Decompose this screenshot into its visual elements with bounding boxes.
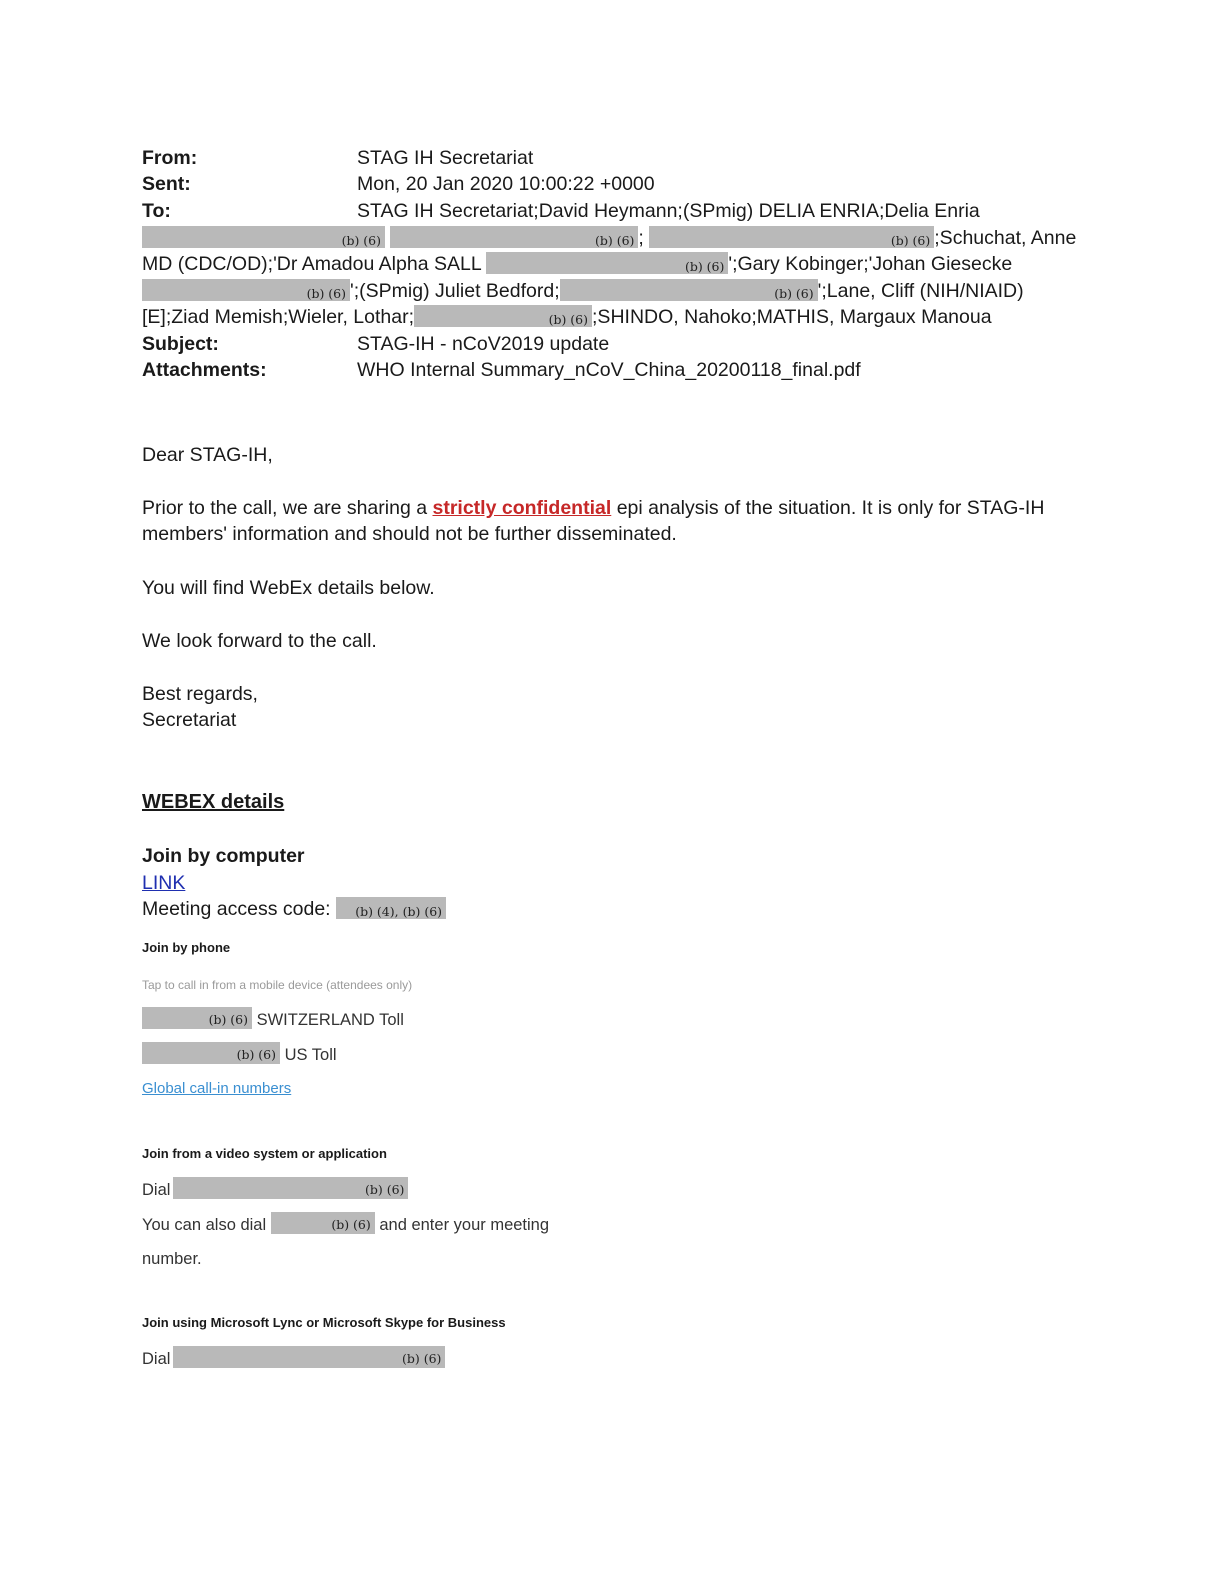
redaction-box [173,1177,408,1199]
redaction-code: (b) (6) [236,1047,276,1062]
to-line-2 [142,225,1076,251]
paragraph-1-before: Prior to the call, we are sharing a [142,497,433,519]
to-line-4 [142,278,1024,304]
redaction-code: (b) (6) [890,233,931,248]
dial-label: Dial [142,1181,171,1199]
redaction-code: (b) (4), (b) (6) [355,904,443,919]
to-line-3 [142,251,1012,277]
redaction-box [390,226,638,248]
to-separator: ; [638,227,644,249]
also-dial-line [142,1212,549,1236]
to-line-1: STAG IH Secretariat;David Heymann;(SPmig) DELIA ENRIA;Delia Enria [357,200,980,222]
join-video-heading: Join from a video system or application [142,1146,387,1161]
paragraph-2: You will find WebEx details below. [142,577,435,599]
us-toll-label: US Toll [284,1046,337,1064]
to-line-3-tail: ';Gary Kobinger;'Johan Giesecke [728,253,1013,275]
paragraph-1-after: epi analysis of the situation. It is only for STAG-IH [611,497,1045,519]
redaction-box [486,252,728,274]
redaction-code: (b) (6) [208,1012,248,1027]
sent-label: Sent: [142,173,191,195]
attachment-filename[interactable]: WHO Internal Summary_nCoV_China_20200118_final.pdf [357,359,861,381]
redaction-box [414,305,592,327]
redaction-box [142,226,385,248]
redaction-code: (b) (6) [331,1217,371,1232]
webex-title: WEBEX details [142,791,285,813]
paragraph-1 [142,495,1044,521]
redaction-box [560,279,818,301]
sent-value: Mon, 20 Jan 2020 10:00:22 +0000 [357,173,655,195]
from-label: From: [142,147,198,169]
redaction-box [271,1212,375,1234]
join-lync-heading: Join using Microsoft Lync or Microsoft Skype for Business [142,1315,506,1330]
to-line-5 [142,304,992,330]
signature: Secretariat [142,709,237,731]
redaction-code: (b) (6) [684,259,725,274]
redaction-code: (b) (6) [306,286,346,301]
video-dial-line [142,1177,408,1201]
to-line-2-tail: ;Schuchat, Anne [934,227,1077,249]
paragraph-1-line-2: members' information and should not be further disseminated. [142,523,677,545]
us-toll-line [142,1042,337,1066]
to-line-4-tail: ';Lane, Cliff (NIH/NIAID) [817,280,1024,302]
subject-value: STAG-IH - nCoV2019 update [357,333,610,355]
also-dial-after: and enter your meeting [379,1216,550,1234]
join-computer-heading: Join by computer [142,845,305,867]
to-line-3-head: MD (CDC/OD);'Dr Amadou Alpha SALL [142,253,481,275]
closing: Best regards, [142,683,258,705]
switzerland-toll-line [142,1007,404,1031]
redaction-box [142,1042,280,1064]
redaction-box [336,897,446,919]
from-value: STAG IH Secretariat [357,147,534,169]
webex-link[interactable]: LINK [142,872,186,894]
redaction-code: (b) (6) [594,233,635,248]
switzerland-toll-label: SWITZERLAND Toll [256,1011,404,1029]
also-dial-before: You can also dial [142,1216,267,1234]
tap-to-call-note: Tap to call in from a mobile device (attendees only) [142,978,413,992]
to-line-5-head: [E];Ziad Memish;Wieler, Lothar; [142,306,415,328]
paragraph-3: We look forward to the call. [142,630,377,652]
subject-label: Subject: [142,333,219,355]
redaction-code: (b) (6) [774,286,814,301]
greeting: Dear STAG-IH, [142,444,273,466]
lync-dial-line [142,1346,445,1370]
redaction-code: (b) (6) [365,1182,405,1197]
redaction-code: (b) (6) [341,233,381,248]
global-call-in-link[interactable]: Global call-in numbers [142,1080,292,1097]
redaction-code: (b) (6) [548,312,589,327]
access-code-label: Meeting access code: [142,898,331,920]
meeting-access-code [142,896,446,922]
dial-label-2: Dial [142,1350,171,1368]
also-dial-line-2: number. [142,1250,202,1268]
join-phone-heading: Join by phone [142,940,231,955]
to-line-5-tail: ;SHINDO, Nahoko;MATHIS, Margaux Manoua [592,306,992,328]
redaction-box [142,279,350,301]
attachments-label: Attachments: [142,359,267,381]
to-label: To: [142,200,171,222]
redaction-box [142,1007,252,1029]
strictly-confidential-text: strictly confidential [432,497,612,519]
redaction-box [173,1346,445,1368]
redaction-code: (b) (6) [402,1351,442,1366]
to-line-4-mid: ';(SPmig) Juliet Bedford; [350,280,560,302]
redaction-box [649,226,934,248]
